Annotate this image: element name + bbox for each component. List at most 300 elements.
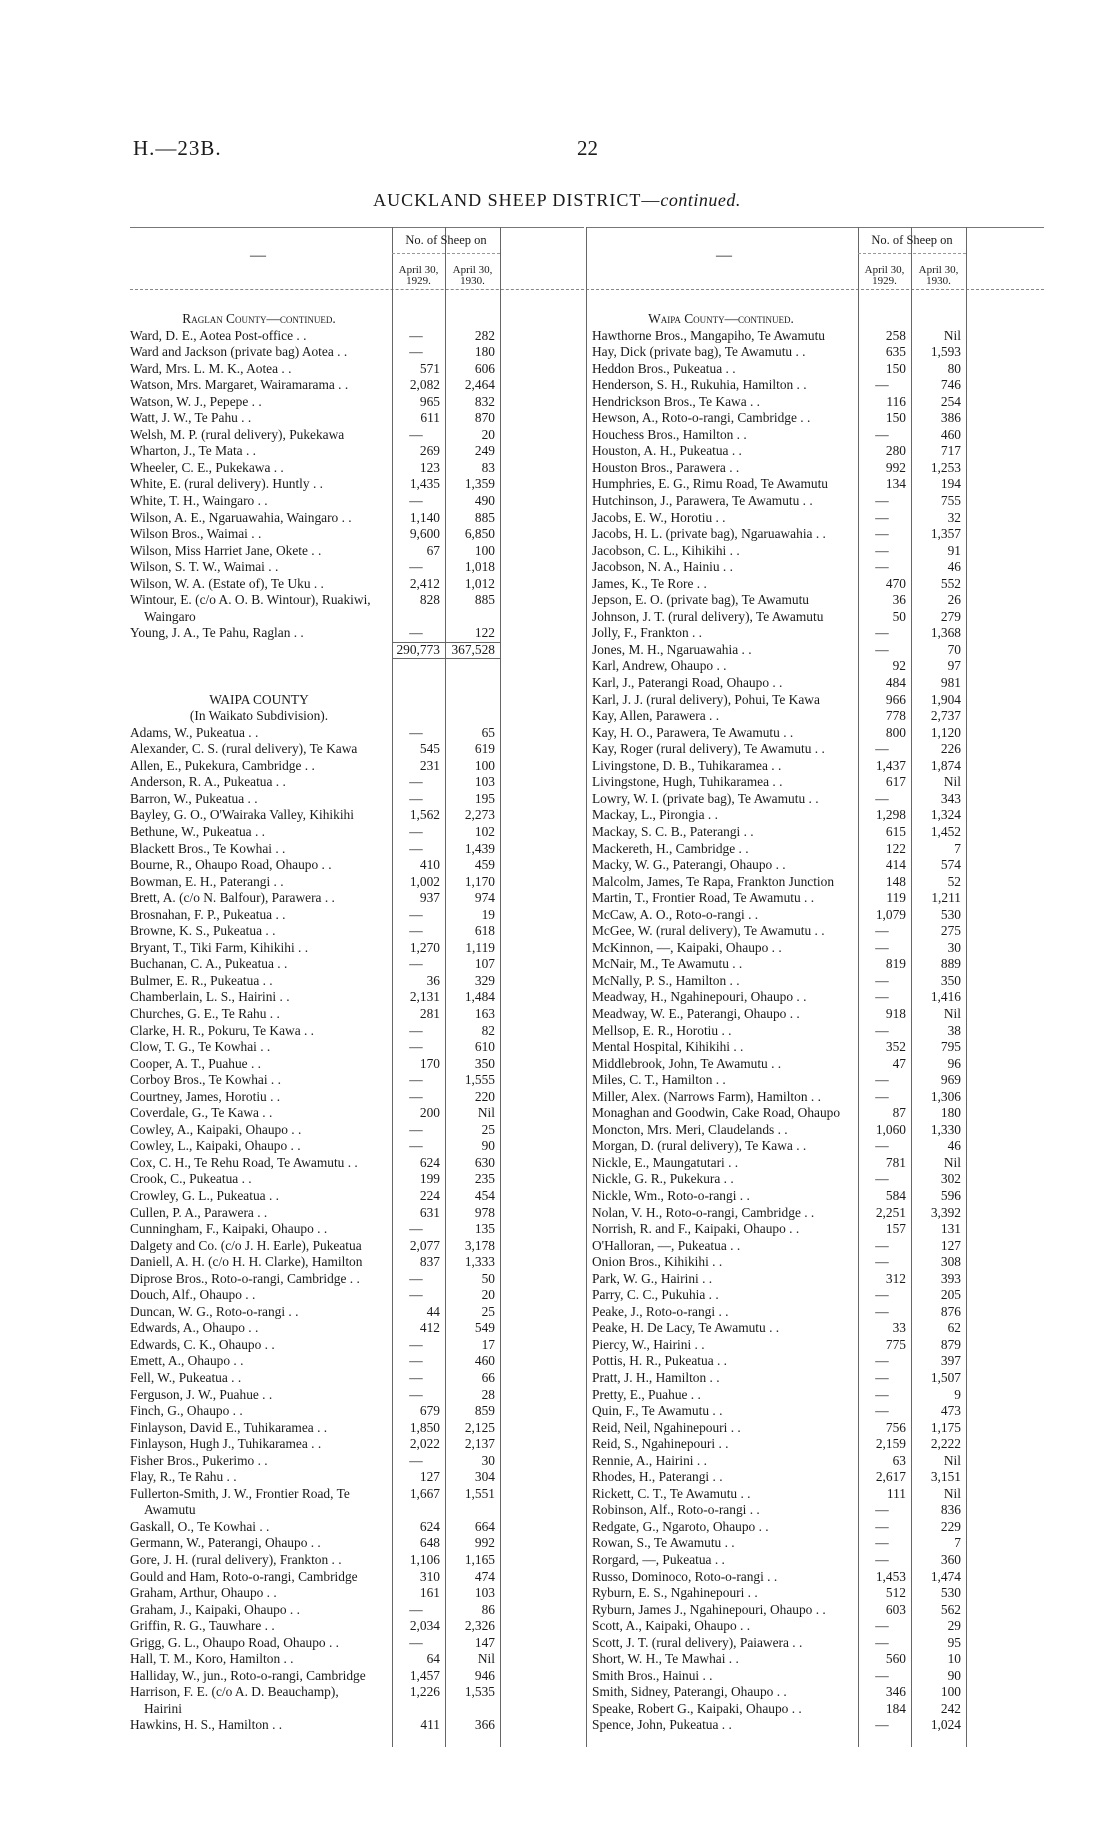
entry-name: McCaw, A. O., Roto-o-rangi . .: [592, 906, 759, 922]
sheep-1929: —: [875, 972, 889, 988]
sheep-1929: 918: [885, 1005, 906, 1021]
entry-name: Gore, J. H. (rural delivery), Frankton . .: [130, 1552, 342, 1568]
sheep-1929: —: [409, 426, 423, 442]
entry-name: Ryburn, E. S., Ngahinepouri . .: [592, 1585, 758, 1601]
sheep-1929: —: [409, 724, 423, 740]
sheep-1930: 107: [474, 956, 495, 972]
entry-name: Grigg, G. L., Ohaupo Road, Ohaupo . .: [130, 1634, 340, 1650]
sheep-1929: 64: [426, 1651, 440, 1667]
sheep-1930: 946: [474, 1667, 495, 1683]
sheep-1930: 755: [940, 493, 961, 509]
entry-name: Karl, Andrew, Ohaupo . .: [592, 658, 727, 674]
entry-name: Peake, H. De Lacy, Te Awamutu . .: [592, 1320, 780, 1336]
sheep-1930: 20: [481, 426, 495, 442]
sheep-1930: 7: [954, 840, 961, 856]
table-row: [586, 1337, 1044, 1354]
sheep-1930: 1,535: [464, 1684, 495, 1700]
table-row: [586, 1420, 1044, 1437]
entry-name: Cunningham, F., Kaipaki, Ohaupo . .: [130, 1221, 328, 1237]
sheep-1930: 86: [481, 1601, 495, 1617]
sheep-1930: 254: [940, 393, 961, 409]
sheep-1930: 32: [947, 509, 961, 525]
table-row: [130, 1387, 584, 1404]
sheep-1929: —: [875, 526, 889, 542]
entry-name: Onion Bros., Kihikihi . .: [592, 1254, 723, 1270]
entry-name: Houchess Bros., Hamilton . .: [592, 426, 747, 442]
sheep-1930: 876: [940, 1303, 961, 1319]
sheep-1930: 1,165: [464, 1552, 495, 1568]
sheep-1929: 1,435: [409, 476, 440, 492]
sheep-1929: —: [875, 923, 889, 939]
entry-name: Hawthorne Bros., Mangapiho, Te Awamutu: [592, 327, 826, 343]
table-row: [130, 923, 584, 940]
sheep-1930: Nil: [943, 327, 961, 343]
sheep-1929: 352: [885, 1039, 906, 1055]
sheep-1929: 1,140: [409, 509, 440, 525]
entry-name: Daniell, A. H. (c/o H. H. Clarke), Hamilton: [130, 1254, 363, 1270]
sheep-1929: 2,077: [409, 1237, 440, 1253]
entry-name: Fell, W., Pukeatua . .: [130, 1370, 242, 1385]
sheep-1930: 1,507: [930, 1370, 961, 1385]
table-row: [586, 658, 1044, 675]
sheep-1929: 631: [419, 1204, 440, 1220]
table-row: [586, 1552, 1044, 1569]
entry-name: Harrison, F. E. (c/o A. D. Beauchamp),: [130, 1684, 339, 1700]
entry-name: Barron, W., Pukeatua . .: [130, 790, 258, 806]
sheep-1929: 545: [419, 741, 440, 757]
sheep-1930: 62: [947, 1320, 961, 1336]
entry-name: Malcolm, James, Te Rapa, Frankton Junction: [592, 873, 835, 889]
sheep-1929: 617: [885, 774, 906, 790]
table-row: [130, 1535, 584, 1552]
sheep-1929: 2,617: [875, 1469, 906, 1485]
sheep-1930: 9: [954, 1386, 961, 1402]
sheep-1929: 781: [885, 1154, 906, 1170]
sheep-1930: 974: [474, 890, 495, 906]
sheep-1929: —: [875, 493, 889, 509]
sheep-1929: 410: [419, 857, 440, 873]
sheep-1930: 83: [481, 459, 495, 475]
table-row: [130, 1420, 584, 1437]
sheep-1930: 1,474: [930, 1568, 961, 1584]
table-row: [586, 1519, 1044, 1536]
sheep-1929: —: [409, 1370, 423, 1385]
table-row: [586, 1585, 1044, 1602]
sheep-1930: 1,874: [930, 757, 961, 773]
table-row: [586, 460, 1044, 477]
sheep-1930: Nil: [477, 1105, 495, 1121]
table-row: [586, 1254, 1044, 1271]
entry-name: Russo, Dominoco, Roto-o-rangi . .: [592, 1568, 778, 1584]
table-row: [130, 956, 584, 973]
sheep-1929: 560: [885, 1651, 906, 1667]
sheep-1930: 3,392: [930, 1204, 961, 1220]
right-table: [586, 227, 1044, 1747]
entry-name: McKinnon, —, Kaipaki, Ohaupo . .: [592, 939, 782, 955]
sheep-1930: 397: [940, 1353, 961, 1369]
entry-name: Hewson, A., Roto-o-rangi, Cambridge . .: [592, 410, 811, 426]
sheep-1930: 885: [474, 592, 495, 608]
sheep-1930: 226: [940, 741, 961, 757]
sheep-1929: 33: [892, 1320, 906, 1336]
entry-name: Cowley, L., Kaipaki, Ohaupo . .: [130, 1138, 301, 1154]
sheep-1930: 90: [947, 1667, 961, 1683]
table-row: [130, 344, 584, 361]
table-row: [130, 576, 584, 593]
entry-name: Welsh, M. P. (rural delivery), Pukekawa: [130, 426, 345, 442]
sheep-1929: —: [875, 989, 889, 1005]
entry-name: Griffin, R. G., Tauwhare . .: [130, 1618, 275, 1634]
table-row: [586, 675, 1044, 692]
sheep-1930: 279: [940, 608, 961, 624]
entry-name: Cooper, A. T., Puahue . .: [130, 1055, 262, 1071]
table-row: [130, 1486, 584, 1503]
header-1930: April 30, 1930.: [452, 264, 493, 287]
sheep-1930: 97: [947, 658, 961, 674]
sheep-1930: 90: [481, 1138, 495, 1154]
table-row: [130, 725, 584, 742]
table-row: [130, 1205, 584, 1222]
sheep-1930: 308: [940, 1254, 961, 1270]
entry-name: Adams, W., Pukeatua . .: [130, 724, 259, 740]
sheep-1929: —: [409, 906, 423, 922]
sheep-1930: 1,024: [930, 1717, 961, 1733]
sheep-1929: 819: [885, 956, 906, 972]
sheep-1929: —: [875, 1667, 889, 1683]
entry-name: Fullerton-Smith, J. W., Frontier Road, Te: [130, 1485, 350, 1501]
entry-name: Hutchinson, J., Parawera, Te Awamutu . .: [592, 493, 813, 509]
sheep-1930: 91: [947, 542, 961, 558]
table-row: [586, 1353, 1044, 1370]
sheep-1930: 618: [474, 923, 495, 939]
table-row: [586, 890, 1044, 907]
entry-name: Monaghan and Goodwin, Cake Road, Ohaupo: [592, 1105, 841, 1121]
entry-name: Kay, Allen, Parawera . .: [592, 708, 720, 724]
entry-name: Parry, C. C., Pukuhia . .: [592, 1287, 719, 1303]
sheep-1929: 116: [886, 393, 906, 409]
entry-name: Bayley, G. O., O'Wairaka Valley, Kihikihi: [130, 807, 354, 823]
entry-name: Ward, Mrs. L. M. K., Aotea . .: [130, 360, 292, 376]
entry-name: Karl, J., Paterangi Road, Ohaupo . .: [592, 675, 783, 691]
sheep-1929: —: [409, 1022, 423, 1038]
table-row: [130, 1337, 584, 1354]
table-row: [586, 1535, 1044, 1552]
table-row: [130, 559, 584, 576]
sheep-1929: 1,079: [875, 906, 906, 922]
sheep-1929: 346: [885, 1684, 906, 1700]
table-row: [586, 1320, 1044, 1337]
entry-name: Humphries, E. G., Rimu Road, Te Awamutu: [592, 476, 828, 492]
sheep-1930: 38: [947, 1022, 961, 1038]
table-row: [130, 1519, 584, 1536]
sheep-1930: 1,170: [464, 873, 495, 889]
sheep-1929: —: [875, 1138, 889, 1154]
sheep-1929: —: [875, 559, 889, 575]
entry-name: Mackereth, H., Cambridge . .: [592, 840, 749, 856]
sheep-1929: —: [409, 1336, 423, 1352]
entry-name: Houston Bros., Parawera . .: [592, 459, 740, 475]
sheep-1929: 571: [419, 360, 440, 376]
sheep-1929: 123: [419, 459, 440, 475]
entry-name: Bourne, R., Ohaupo Road, Ohaupo . .: [130, 857, 332, 873]
table-row: [130, 1668, 584, 1685]
entry-name: Meadway, W. E., Paterangi, Ohaupo . .: [592, 1005, 800, 1021]
table-row: [130, 361, 584, 378]
entry-name: O'Halloran, —, Pukeatua . .: [592, 1237, 741, 1253]
sheep-1929: —: [875, 1237, 889, 1253]
entry-name: Reid, S., Ngahinepouri . .: [592, 1436, 729, 1452]
entry-name: Houston, A. H., Pukeatua . .: [592, 443, 742, 459]
table-row: [586, 1221, 1044, 1238]
entry-name: Moncton, Mrs. Meri, Claudelands . .: [592, 1121, 788, 1137]
entry-name: Duncan, W. G., Roto-o-rangi . .: [130, 1303, 299, 1319]
sheep-1930: 460: [940, 426, 961, 442]
table-row: [130, 1287, 584, 1304]
entry-name: White, T. H., Waingaro . .: [130, 493, 268, 509]
table-row: [130, 841, 584, 858]
entry-name: Finch, G., Ohaupo . .: [130, 1403, 243, 1419]
sheep-1930: 304: [474, 1469, 495, 1485]
sheep-1929: —: [409, 774, 423, 790]
section-heading: [130, 708, 584, 725]
sheep-1930: 1,012: [464, 575, 495, 591]
sheep-1929: 937: [419, 890, 440, 906]
sheep-1929: 615: [885, 823, 906, 839]
sheep-1930: 2,326: [464, 1618, 495, 1634]
sheep-1929: 157: [885, 1221, 906, 1237]
sheep-1929: 312: [885, 1270, 906, 1286]
sheep-1929: —: [875, 1717, 889, 1733]
sheep-1929: —: [409, 493, 423, 509]
sheep-1929: 231: [419, 757, 440, 773]
table-row: [130, 1453, 584, 1470]
entry-name: Graham, J., Kaipaki, Ohaupo . .: [130, 1601, 300, 1617]
sheep-1930: 1,211: [931, 890, 961, 906]
table-row: [130, 907, 584, 924]
sheep-1929: 92: [892, 658, 906, 674]
table-row: [130, 1304, 584, 1321]
entry-name: Speake, Robert G., Kaipaki, Ohaupo . .: [592, 1700, 802, 1716]
section-heading: [130, 311, 584, 328]
table-row: [586, 1453, 1044, 1470]
table-row: [586, 1072, 1044, 1089]
table-row: [586, 907, 1044, 924]
entry-name: Cullen, P. A., Parawera . .: [130, 1204, 268, 1220]
sheep-1929: 1,002: [409, 873, 440, 889]
table-row: [586, 1602, 1044, 1619]
sheep-1929: —: [409, 1221, 423, 1237]
table-row: [586, 774, 1044, 791]
table-row: [130, 774, 584, 791]
table-row: [586, 1006, 1044, 1023]
sheep-1929: 1,453: [875, 1568, 906, 1584]
sheep-1929: —: [409, 625, 423, 641]
sheep-1930: 836: [940, 1502, 961, 1518]
sheep-1929: —: [875, 1303, 889, 1319]
table-row: [130, 1602, 584, 1619]
table-row: [130, 1023, 584, 1040]
entry-name: Rowan, S., Te Awamutu . .: [592, 1535, 735, 1551]
entry-name: Churches, G. E., Te Rahu . .: [130, 1005, 280, 1021]
table-row: [586, 1271, 1044, 1288]
entry-name: Edwards, A., Ohaupo . .: [130, 1320, 259, 1336]
entry-name: Smith Bros., Hainui . .: [592, 1667, 713, 1683]
entry-name: Wilson, S. T. W., Waimai . .: [130, 559, 279, 575]
table-row: [586, 377, 1044, 394]
sheep-1930: 746: [940, 377, 961, 393]
sheep-1930: 619: [474, 741, 495, 757]
table-row: [130, 1188, 584, 1205]
entry-name: Finlayson, Hugh J., Tuhikaramea . .: [130, 1436, 322, 1452]
entry-name: Edwards, C. K., Ohaupo . .: [130, 1336, 275, 1352]
sheep-1929: 775: [885, 1336, 906, 1352]
sheep-1929: 67: [426, 542, 440, 558]
sheep-1929: 1,270: [409, 939, 440, 955]
table-row: [586, 394, 1044, 411]
sheep-1929: —: [875, 509, 889, 525]
sheep-1930: 127: [940, 1237, 961, 1253]
entry-name: Quin, F., Te Awamutu . .: [592, 1403, 723, 1419]
table-row: [586, 1701, 1044, 1718]
entry-name: Hairini: [144, 1700, 182, 1716]
entry-name: Jones, M. H., Ngaruawahia . .: [592, 641, 752, 657]
sheep-1929: 2,159: [875, 1436, 906, 1452]
sheep-1929: 36: [426, 972, 440, 988]
sheep-1930: 242: [940, 1700, 961, 1716]
sheep-1930: 366: [474, 1717, 495, 1733]
entry-name: Smith, Sidney, Paterangi, Ohaupo . .: [592, 1684, 787, 1700]
sheep-1930: 7: [954, 1535, 961, 1551]
sheep-1929: 1,667: [409, 1485, 440, 1501]
sheep-1929: —: [875, 1403, 889, 1419]
section-title: Waipa County—continued.: [648, 311, 794, 326]
table-row: [586, 526, 1044, 543]
sheep-1930: Nil: [943, 1485, 961, 1501]
header-sheep-on: No. of Sheep on: [405, 233, 487, 247]
entry-name: Johnson, J. T. (rural delivery), Te Awamutu: [592, 608, 824, 624]
sheep-1930: 1,357: [930, 526, 961, 542]
table-row: [130, 377, 584, 394]
entry-name: Ryburn, James J., Ngahinepouri, Ohaupo . .: [592, 1601, 826, 1617]
sheep-1930: 386: [940, 410, 961, 426]
table-row: [586, 427, 1044, 444]
sheep-1930: 596: [940, 1187, 961, 1203]
sheep-1930: 2,222: [930, 1436, 961, 1452]
entry-name: Miles, C. T., Hamilton . .: [592, 1072, 726, 1088]
table-row: [586, 344, 1044, 361]
sheep-1929: —: [875, 741, 889, 757]
sheep-1929: 150: [885, 410, 906, 426]
sheep-1929: 512: [885, 1585, 906, 1601]
sheep-1929: —: [409, 1353, 423, 1369]
table-row: [130, 476, 584, 493]
entry-name: Wintour, E. (c/o A. O. B. Wintour), Ruakiwi,: [130, 592, 371, 608]
sheep-1930: 103: [474, 774, 495, 790]
sheep-1929: 2,412: [409, 575, 440, 591]
entry-name: Jepson, E. O. (private bag), Te Awamutu: [592, 592, 809, 608]
entry-name: Chamberlain, L. S., Hairini . .: [130, 989, 290, 1005]
sheep-1930: 17: [481, 1336, 495, 1352]
table-row: [586, 973, 1044, 990]
table-row: [586, 1238, 1044, 1255]
entry-name: Bethune, W., Pukeatua . .: [130, 823, 266, 839]
sheep-1930: 275: [940, 923, 961, 939]
entry-name: Miller, Alex. (Narrows Farm), Hamilton . .: [592, 1088, 821, 1104]
sheep-1929: 281: [419, 1005, 440, 1021]
entry-name: Diprose Bros., Roto-o-rangi, Cambridge . .: [130, 1270, 360, 1286]
entry-name: Pottis, H. R., Pukeatua . .: [592, 1353, 728, 1369]
sheep-1930: 46: [947, 559, 961, 575]
entry-name: Robinson, Alf., Roto-o-rangi . .: [592, 1502, 760, 1518]
sheep-1929: —: [875, 1353, 889, 1369]
entry-name: Mental Hospital, Kihikihi . .: [592, 1039, 744, 1055]
table-row: [586, 1155, 1044, 1172]
sheep-1929: 603: [885, 1601, 906, 1617]
sheep-1929: 87: [892, 1105, 906, 1121]
entry-name: Ward, D. E., Aotea Post-office . .: [130, 327, 307, 343]
entry-name: Crook, C., Pukeatua . .: [130, 1171, 252, 1187]
sheep-1929: —: [409, 1088, 423, 1104]
sheep-1929: —: [409, 1039, 423, 1055]
sheep-1929: 280: [885, 443, 906, 459]
sheep-1929: 170: [419, 1055, 440, 1071]
entry-name: Jacobs, E. W., Horotiu . .: [592, 509, 726, 525]
sheep-1930: 205: [940, 1287, 961, 1303]
sheep-1930: 1,593: [930, 344, 961, 360]
table-row: [130, 493, 584, 510]
sheep-1930: 606: [474, 360, 495, 376]
sheep-1930: 102: [474, 823, 495, 839]
header-sheep-on: No. of Sheep on: [871, 233, 953, 247]
entry-name: Bowman, E. H., Paterangi . .: [130, 873, 284, 889]
sheep-1930: 460: [474, 1353, 495, 1369]
section-title: Raglan County—continued.: [182, 311, 336, 326]
sheep-1929: —: [875, 426, 889, 442]
sheep-1929: —: [409, 1386, 423, 1402]
entry-name: McGee, W. (rural delivery), Te Awamutu . .: [592, 923, 825, 939]
table-row: [130, 824, 584, 841]
entry-name: Hall, T. M., Koro, Hamilton . .: [130, 1651, 294, 1667]
table-row: [586, 708, 1044, 725]
table-row: [586, 1023, 1044, 1040]
sheep-1929: 2,034: [409, 1618, 440, 1634]
sheep-1929: —: [409, 559, 423, 575]
entry-name: McNally, P. S., Hamilton . .: [592, 972, 740, 988]
sheep-1930: 103: [474, 1585, 495, 1601]
sheep-1929: 63: [892, 1452, 906, 1468]
entry-name: Buchanan, C. A., Pukeatua . .: [130, 956, 288, 972]
entry-name: Nickle, E., Maungatutari . .: [592, 1154, 739, 1170]
sheep-1929: 414: [885, 857, 906, 873]
entry-name: Livingstone, Hugh, Tuhikaramea . .: [592, 774, 783, 790]
table-row: [130, 1171, 584, 1188]
sheep-1930: 552: [940, 575, 961, 591]
entry-name: McNair, M., Te Awamutu . .: [592, 956, 743, 972]
sheep-1929: 2,131: [409, 989, 440, 1005]
entry-name: Mellsop, E. R., Horotiu . .: [592, 1022, 732, 1038]
entry-name: Graham, Arthur, Ohaupo . .: [130, 1585, 277, 1601]
table-row: [130, 1221, 584, 1238]
sheep-1930: 100: [474, 757, 495, 773]
entry-name: Cox, C. H., Te Rehu Road, Te Awamutu . .: [130, 1154, 358, 1170]
entry-name: Wharton, J., Te Mata . .: [130, 443, 256, 459]
entry-name: Rickett, C. T., Te Awamutu . .: [592, 1485, 751, 1501]
sheep-1929: 756: [885, 1419, 906, 1435]
entry-name: Anderson, R. A., Pukeatua . .: [130, 774, 286, 790]
sheep-1930: 29: [947, 1618, 961, 1634]
sheep-1930: 1,324: [930, 807, 961, 823]
sheep-1929: 2,082: [409, 377, 440, 393]
